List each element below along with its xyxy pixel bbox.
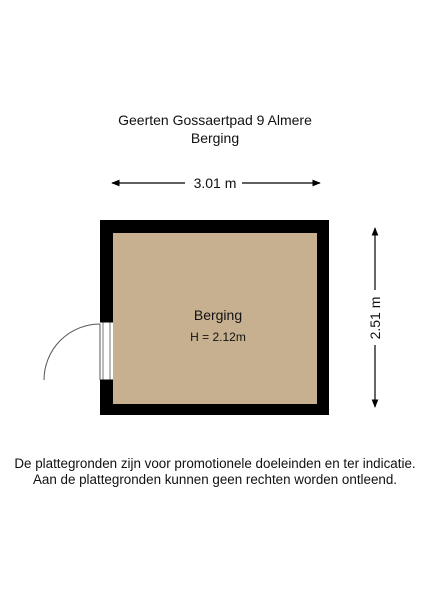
depth-label: 2.51 m: [367, 296, 383, 340]
room-name-label: Berging: [193, 307, 243, 323]
disclaimer-line-1: De plattegronden zijn voor promotionele doeleinden en ter indicatie.: [14, 456, 416, 471]
room-height-label: H = 2.12m: [190, 330, 246, 344]
door-swing-arc: [44, 324, 100, 380]
door-opening: [100, 322, 113, 380]
depth-dimension: [367, 228, 383, 407]
width-label: 3.01 m: [193, 175, 237, 191]
disclaimer-line-2: Aan de plattegronden kunnen geen rechten worden ontleend.: [32, 472, 398, 487]
address-title: Geerten Gossaertpad 9 Almere: [118, 112, 312, 128]
room-berging: [100, 220, 329, 415]
disclaimer: [0, 456, 430, 488]
width-dimension: [112, 175, 320, 191]
door: [44, 322, 113, 380]
floor-title: Berging: [190, 130, 240, 146]
